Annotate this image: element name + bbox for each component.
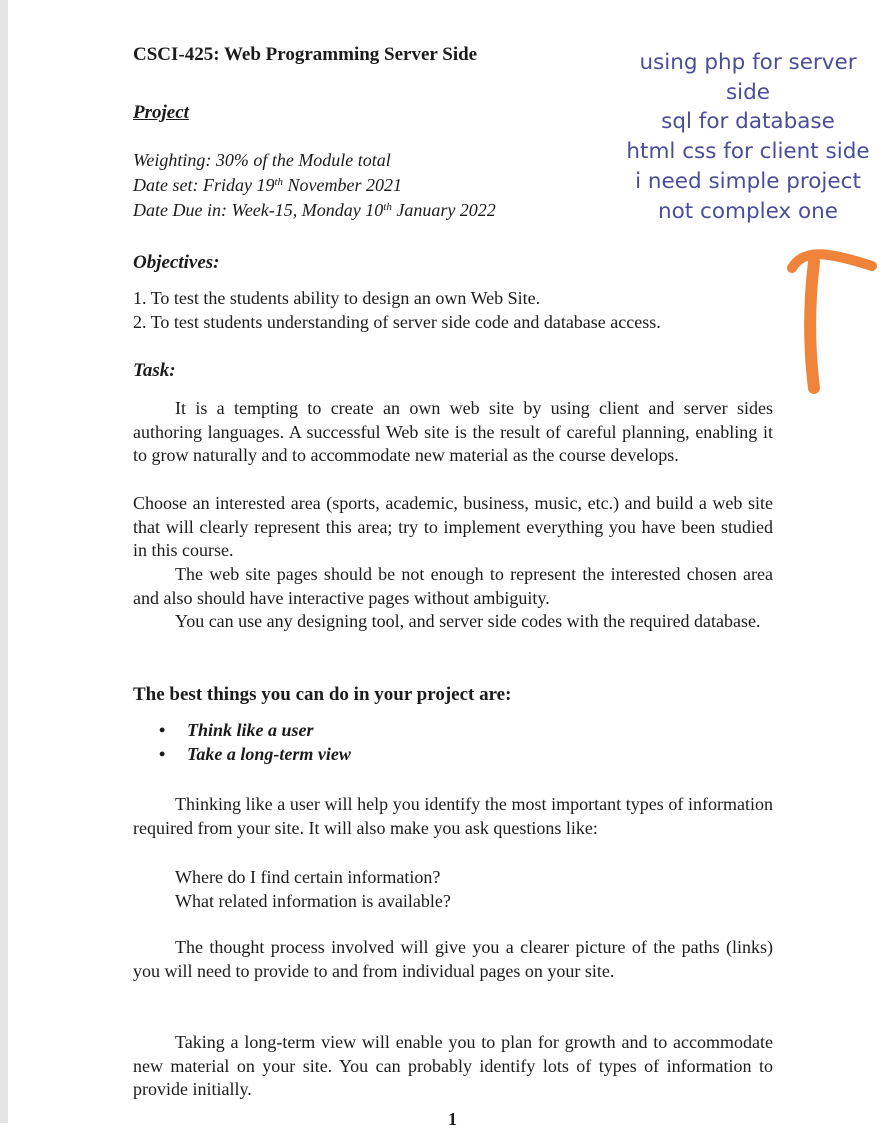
thought-paragraph: The thought process involved will give you a clearer picture of the paths (links) you will need to provide to and from individual pages on your site. xyxy=(133,937,773,981)
bullet-icon: • xyxy=(159,720,166,740)
page-number: 1 xyxy=(448,1109,457,1129)
objectives-list xyxy=(133,287,661,334)
note-line: not complex one xyxy=(658,198,838,224)
task-heading: Task: xyxy=(133,360,176,381)
task-paragraph: You can use any designing tool, and server side codes with the required database. xyxy=(175,611,761,631)
note-line: side xyxy=(725,79,771,105)
question-item: Where do I find certain information? xyxy=(175,867,441,887)
page-edge xyxy=(0,0,8,1123)
objective-item: 2. To test students understanding of server side code and database access. xyxy=(133,311,661,332)
questions-list xyxy=(175,866,451,913)
best-things-list xyxy=(159,719,351,766)
note-line: sql for database xyxy=(661,109,835,135)
weighting: Weighting: 30% of the Module total xyxy=(133,150,391,170)
task-paragraph: Choose an interested area (sports, academic, business, music, etc.) and build a web site that will clearly represent this area; try to implement everything you have been studied in this course. xyxy=(133,493,773,560)
arrow-up-icon xyxy=(780,240,880,405)
date-due: Date Due in: Week-15, Monday 10th January 2022 xyxy=(133,200,496,220)
list-item: • Think like a user xyxy=(159,719,351,743)
best-things-heading: The best things you can do in your project are: xyxy=(133,684,512,705)
task-paragraph: The web site pages should be not enough to represent the interested chosen area and also should have interactive pages without ambiguity. xyxy=(133,564,773,608)
project-meta xyxy=(133,148,496,223)
thinking-paragraph: Thinking like a user will help you identify the most important types of information required from your site. It will also make you ask questions like: xyxy=(133,794,773,838)
longterm-paragraph: Taking a long-term view will enable you to plan for growth and to accommodate new material on your site. You can probably identify lots of types of information to provide initially. xyxy=(133,1032,773,1099)
note-line: html css for client side xyxy=(626,139,870,165)
project-heading: Project xyxy=(133,102,189,123)
note-line: i need simple project xyxy=(635,168,861,194)
objective-item: 1. To test the students ability to design an own Web Site. xyxy=(133,288,541,308)
question-item: What related information is available? xyxy=(175,890,451,911)
objectives-heading: Objectives: xyxy=(133,252,220,273)
document-title: CSCI-425: Web Programming Server Side xyxy=(133,44,478,65)
task-paragraph: It is a tempting to create an own web site by using client and server sides authoring languages. A successful Web site is the result of careful planning, enabling it to grow naturally and to accommodate new material as the course develops. xyxy=(133,398,773,465)
note-line: using php for server xyxy=(639,50,857,75)
date-set: Date set: Friday 19th November 2021 xyxy=(133,175,403,195)
bullet-icon: • xyxy=(159,743,166,764)
list-item: • Take a long-term view xyxy=(159,743,351,767)
handwritten-note xyxy=(612,48,884,226)
